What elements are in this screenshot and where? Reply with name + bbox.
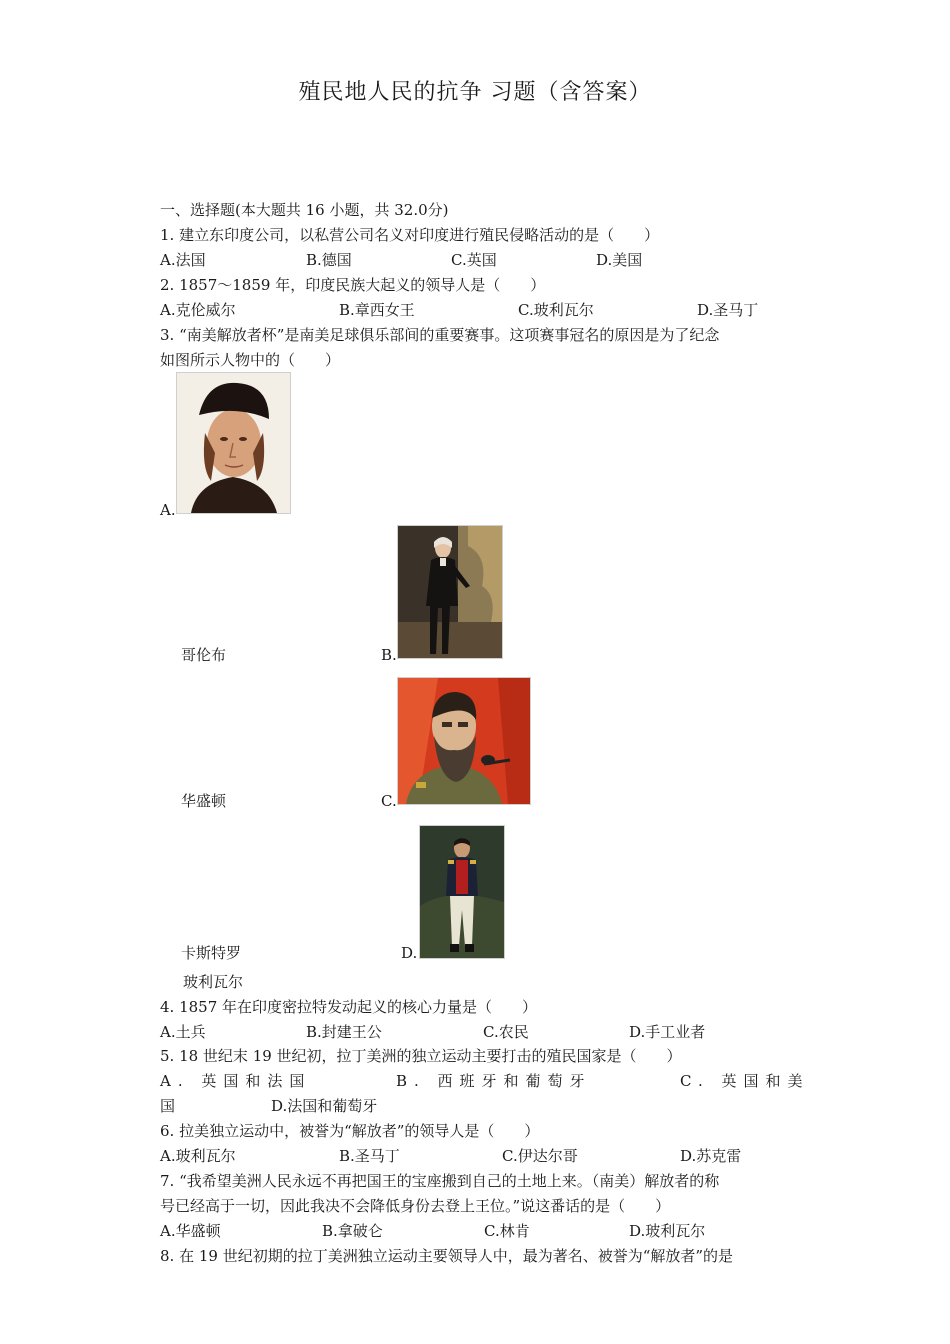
q3-option-b-name: 华盛顿 xyxy=(181,792,227,810)
q2-stem: 2. 1857～1859 年，印度民族大起义的领导人是（ ） xyxy=(160,276,546,294)
q6-option-a: A.玻利瓦尔 xyxy=(160,1147,236,1165)
q7-option-b: B.拿破仑 xyxy=(322,1222,383,1240)
portrait-washington-image xyxy=(397,525,503,659)
q3-option-a-letter: A. xyxy=(160,501,176,519)
q5-option-c: C. 英国和美 xyxy=(680,1072,810,1090)
q3-stem-line1: 3. “南美解放者杯”是南美足球俱乐部间的重要赛事。这项赛事冠名的原因是为了纪念 xyxy=(160,326,720,344)
q5-option-d: D.法国和葡萄牙 xyxy=(271,1097,378,1115)
q3-stem-line2: 如图所示人物中的（ ） xyxy=(160,351,341,369)
q1-option-c: C.英国 xyxy=(451,251,497,269)
q5-option-c-continued: 国 xyxy=(160,1097,176,1115)
portrait-castro-image xyxy=(397,677,531,805)
q5-option-a: A. 英国和法国 xyxy=(160,1072,312,1090)
section-heading: 一、选择题(本大题共 16 小题，共 32.0分) xyxy=(160,201,449,219)
q5-stem: 5. 18 世纪末 19 世纪初，拉丁美洲的独立运动主要打击的殖民国家是（ ） xyxy=(160,1047,682,1065)
q2-option-c: C.玻利瓦尔 xyxy=(518,301,594,319)
q7-stem-line2: 号已经高于一切，因此我决不会降低身份去登上王位。”说这番话的是（ ） xyxy=(160,1197,671,1215)
portrait-columbus-drawing xyxy=(177,373,290,513)
q3-option-d-name: 玻利瓦尔 xyxy=(183,973,244,991)
portrait-columbus-image xyxy=(176,372,291,514)
portrait-washington-drawing xyxy=(398,526,502,658)
q3-option-b-letter: B. xyxy=(381,646,397,664)
q3-option-a-name: 哥伦布 xyxy=(181,646,227,664)
q4-option-a: A.土兵 xyxy=(160,1023,206,1041)
q1-stem: 1. 建立东印度公司，以私营公司名义对印度进行殖民侵略活动的是（ ） xyxy=(160,226,660,244)
q4-stem: 4. 1857 年在印度密拉特发动起义的核心力量是（ ） xyxy=(160,998,538,1016)
q6-option-b: B.圣马丁 xyxy=(339,1147,400,1165)
portrait-bolivar-image xyxy=(419,825,505,959)
q4-option-d: D.手工业者 xyxy=(629,1023,706,1041)
q7-option-a: A.华盛顿 xyxy=(160,1222,221,1240)
q3-option-c-letter: C. xyxy=(381,792,397,810)
portrait-castro-drawing xyxy=(398,678,530,804)
q4-option-b: B.封建王公 xyxy=(306,1023,382,1041)
q1-option-a: A.法国 xyxy=(160,251,206,269)
q5-option-b: B. 西班牙和葡萄牙 xyxy=(396,1072,592,1090)
q7-option-c: C.林肯 xyxy=(484,1222,530,1240)
q6-option-d: D.苏克雷 xyxy=(680,1147,742,1165)
q2-option-a: A.克伦威尔 xyxy=(160,301,236,319)
q2-option-b: B.章西女王 xyxy=(339,301,415,319)
document-title: 殖民地人民的抗争 习题（含答案） xyxy=(298,80,652,105)
q1-option-d: D.美国 xyxy=(596,251,643,269)
q3-option-d-letter: D. xyxy=(401,944,418,962)
q8-stem: 8. 在 19 世纪初期的拉丁美洲独立运动主要领导人中，最为著名、被誉为“解放者”的是 xyxy=(160,1247,734,1265)
q7-option-d: D.玻利瓦尔 xyxy=(629,1222,706,1240)
q6-stem: 6. 拉美独立运动中，被誉为“解放者”的领导人是（ ） xyxy=(160,1122,540,1140)
q1-option-b: B.德国 xyxy=(306,251,352,269)
q2-option-d: D.圣马丁 xyxy=(697,301,759,319)
q3-option-c-name: 卡斯特罗 xyxy=(181,944,242,962)
q7-stem-line1: 7. “我希望美洲人民永远不再把国王的宝座搬到自己的土地上来。（南美）解放者的称 xyxy=(160,1172,720,1190)
q6-option-c: C.伊达尔哥 xyxy=(502,1147,578,1165)
q4-option-c: C.农民 xyxy=(483,1023,529,1041)
portrait-bolivar-drawing xyxy=(420,826,504,958)
